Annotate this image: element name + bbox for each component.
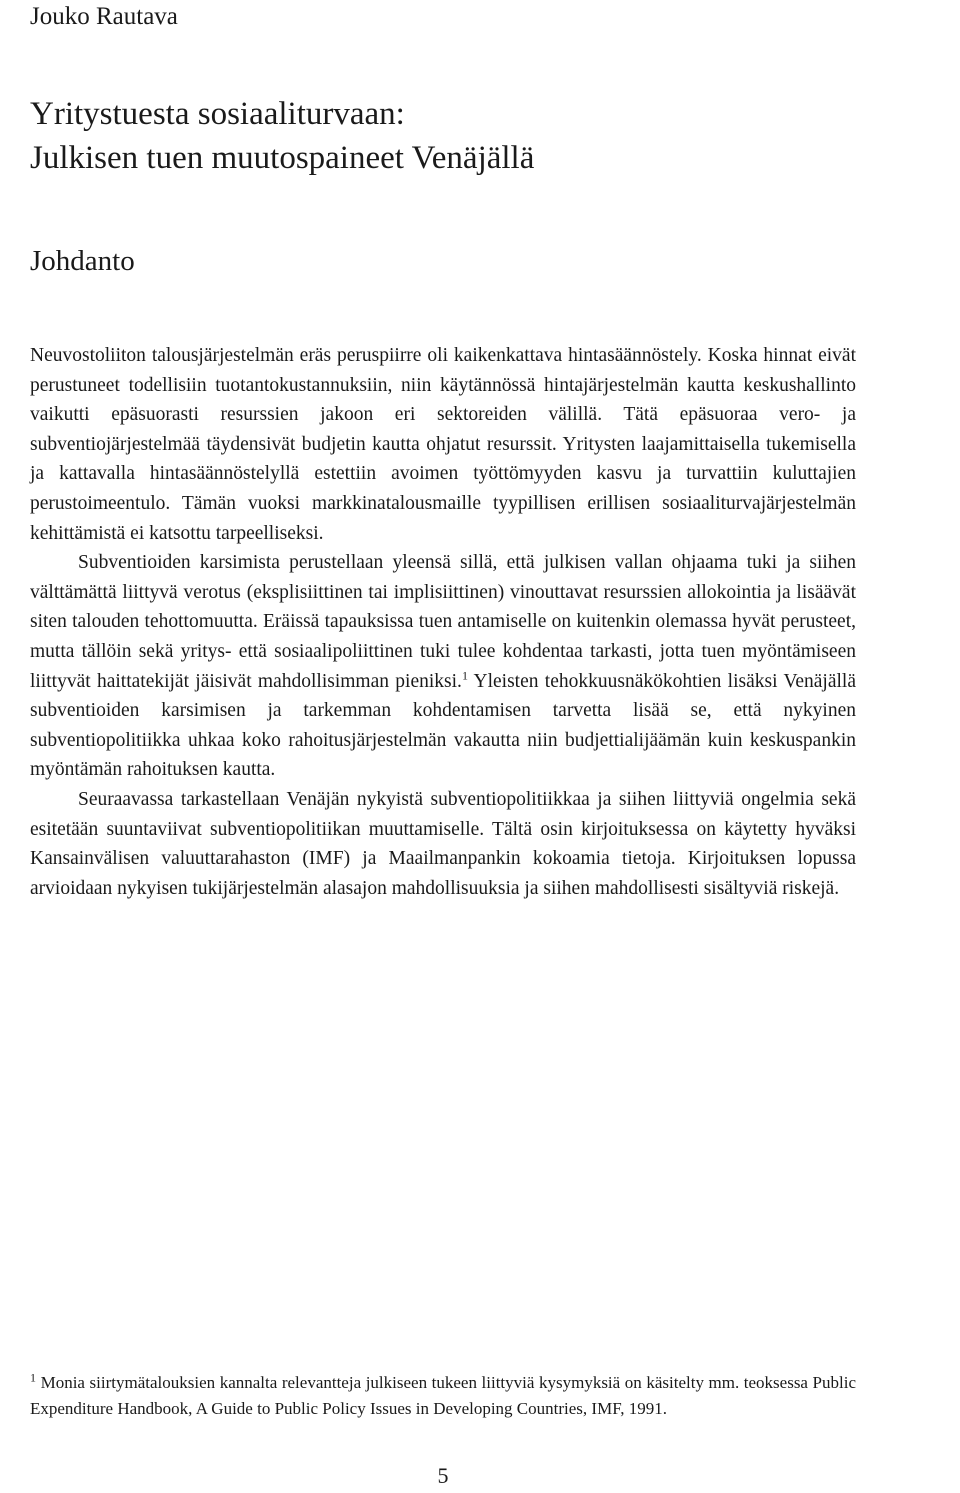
- paragraph-2: [30, 548, 856, 785]
- article-body: [30, 341, 856, 903]
- section-heading: Johdanto: [30, 245, 135, 277]
- article-title-line-2: Julkisen tuen muutospaineet Venäjällä: [30, 140, 535, 176]
- paragraph-1: Neuvostoliiton talousjärjestelmän eräs peruspiirre oli kaikenkattava hintasäännöstely. Koska hinnat eivät perustuneet todellisiin tuotantokustannuksiin, niin käytännössä hintajärjestelmän kautta keskushallinto vaikutti epäsuorasti resurssien jakoon eri sektoreiden välillä. Tätä epäsuoraa vero- ja subventiojärjestelmää täydensivät budjetin kautta ohjatut resurssit. Yritysten laajamittaisella tukemisella ja kattavalla hintasäännöstelyllä estettiin avoimen työttömyyden kasvu ja turvattiin kuluttajien perustoimeentulo. Tämän vuoksi markkinatalousmaille tyypillisen erillisen sosiaaliturvajärjestelmän kehittämistä ei katsottu tarpeelliseksi.: [30, 345, 856, 544]
- paragraph-3: Seuraavassa tarkastellaan Venäjän nykyistä subventiopolitiikkaa ja siihen liittyviä ongelmia sekä esitetään suuntaviivat subventiopolitiikan muuttamiselle. Tältä osin kirjoituksessa on käytetty hyväksi Kansainvälisen valuuttarahaston (IMF) ja Maailmanpankin kokoamia tietoja. Kirjoituksen lopussa arvioidaan nykyisen tukijärjestelmän alasajon mahdollisuuksia ja siihen mahdollisesti sisältyviä riskejä.: [30, 788, 856, 899]
- paragraph-2-text: Subventioiden karsimista perustellaan yleensä sillä, että julkisen vallan ohjaama tuki ja siihen välttämättä liittyvä verotus (eksplisiittinen tai implisiittinen) vinouttavat resurssien allokointia ja lisäävät siten talouden tehottomuutta. Eräissä tapauksissa tuen antamiselle on kuitenkin olemassa hyvät perusteet, mutta tällöin sekä yritys- että sosiaalipoliittinen tuki tulee kohdentaa tarkasti, jotta tuen myöntämiseen liittyvät haittatekijät jäisivät mahdollisimman pieniksi.: [30, 552, 856, 692]
- page-number: 5: [437, 1463, 449, 1488]
- footnote-marker: 1: [30, 1370, 36, 1385]
- article-title-line-1: Yritystuesta sosiaaliturvaan:: [30, 96, 405, 132]
- article-title: [30, 92, 534, 180]
- footnote-text: Monia siirtymätalouksien kannalta relevantteja julkiseen tukeen liittyviä kysymyksiä on käsitelty mm. teoksessa Public Expenditure Handbook, A Guide to Public Policy Issues in Developing Countries, IMF, 1991.: [30, 1373, 856, 1418]
- footnote-reference: 1: [461, 668, 468, 683]
- author-name: Jouko Rautava: [30, 3, 178, 30]
- footnote: [30, 1370, 856, 1422]
- paragraph-2-continuation: Yleisten tehokkuusnäkökohtien lisäksi Venäjällä subventioiden karsimisen ja tarkemman kohdentamisen tarvetta lisää se, että nykyinen subventiopolitiikka uhkaa koko rahoitusjärjestelmän vakautta niin budjettialijäämän kuin keskuspankin myöntämän rahoituksen kautta.: [30, 670, 856, 781]
